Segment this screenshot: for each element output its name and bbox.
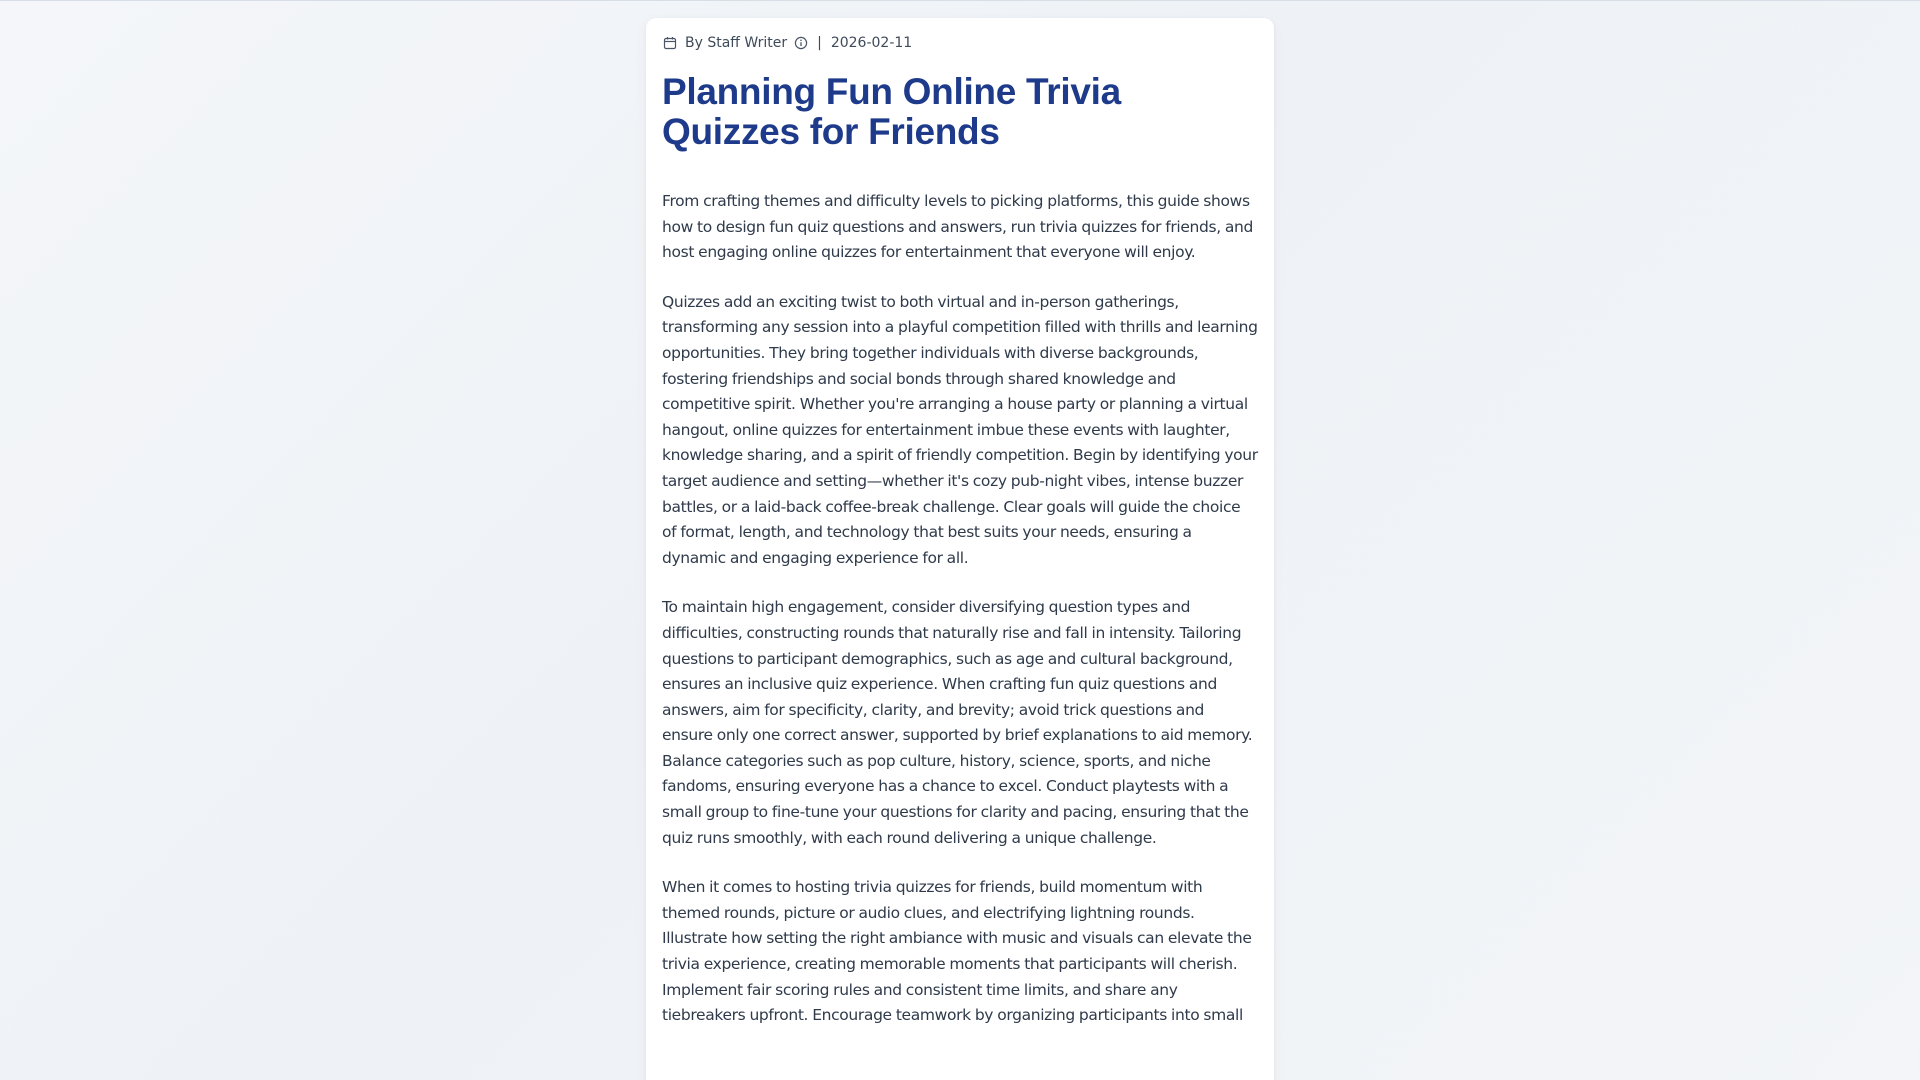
calendar-icon xyxy=(662,35,678,51)
article-paragraph: When it comes to hosting trivia quizzes for friends, build momentum with themed rounds, picture or audio clues, and electrifying lightning rounds. Illustrate how setting the right ambiance with music and visuals can elevate the trivia experience, creating memorable moments that participants will cherish. Implement fair scoring rules and consistent time limits, and share any tiebreakers upfront. Encourage teamwork by organizing participants into small xyxy=(662,878,1252,1025)
article-paragraph: From crafting themes and difficulty levels to picking platforms, this guide shows how to design fun quiz questions and answers, run trivia quizzes for friends, and host engaging online quizzes for entertainment that everyone will enjoy. xyxy=(662,192,1253,262)
article-title: Planning Fun Online Trivia Quizzes for Friends xyxy=(662,71,1121,152)
meta-separator: | xyxy=(817,35,822,51)
article-meta xyxy=(662,32,1258,54)
publish-date: 2026-02-11 xyxy=(830,35,913,51)
author-byline: By Staff Writer xyxy=(685,35,788,51)
article-paragraph: Quizzes add an exciting twist to both virtual and in-person gatherings, transforming any session into a playful competition filled with thrills and learning opportunities. They bring together individuals with diverse backgrounds, fostering friendships and social bonds through shared knowledge and competitive spirit. Whether you're arranging a house party or planning a virtual hangout, online quizzes for entertainment imbue these events with laughter, knowledge sharing, and a spirit of friendly competition. Begin by identifying your target audience and setting—whether it's cozy pub-night vibes, intense buzzer battles, or a laid-back coffee-break challenge. Clear goals will guide the choice of format, length, and technology that best suits your needs, ensuring a dynamic and engaging experience for all. xyxy=(662,292,1258,567)
info-icon xyxy=(793,35,809,51)
article-card xyxy=(646,18,1274,1080)
top-divider xyxy=(0,0,1920,1)
article-paragraph: To maintain high engagement, consider diversifying question types and difficulties, constructing rounds that naturally rise and fall in intensity. Tailoring questions to participant demographics, such as age and cultural background, ensures an inclusive quiz experience. When crafting fun quiz questions and answers, aim for specificity, clarity, and brevity; avoid trick questions and ensure only one correct answer, supported by brief explanations to aid memory. Balance categories such as pop culture, history, science, sports, and niche fandoms, ensuring everyone has a chance to excel. Conduct playtests with a small group to fine-tune your questions for clarity and pacing, ensuring that the quiz runs smoothly, with each round delivering a unique challenge. xyxy=(662,598,1253,847)
article-body xyxy=(662,189,1258,1029)
